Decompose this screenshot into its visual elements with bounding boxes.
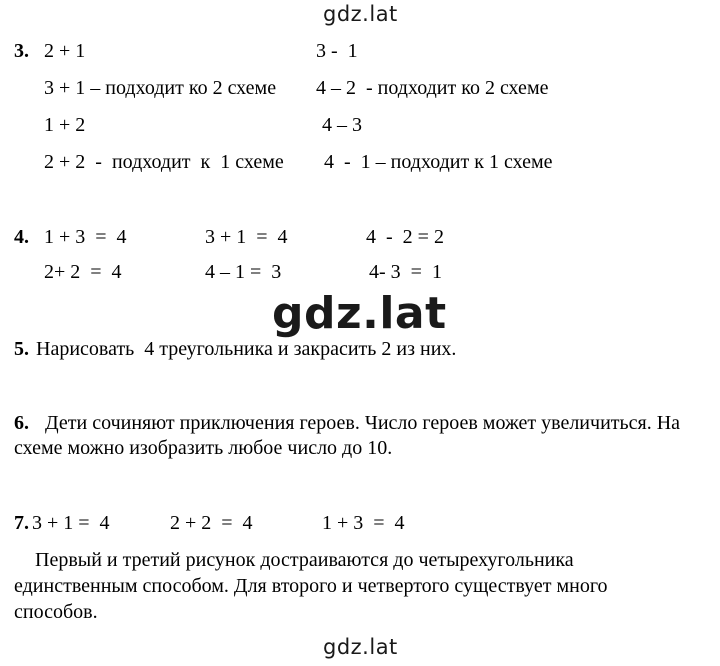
task4-row2-a: 2+ 2 = 4 bbox=[44, 261, 122, 283]
watermark-middle: gdz.lat bbox=[272, 288, 447, 339]
task4-row2-c: 4- 3 = 1 bbox=[369, 261, 442, 283]
task7-paragraph-line1: Первый и третий рисунок достраиваются до четырехугольника bbox=[35, 549, 574, 571]
task6-line2: схеме можно изобразить любое число до 10. bbox=[14, 437, 393, 459]
task7-paragraph-line2: единственным способом. Для второго и четвертого существует много bbox=[14, 575, 608, 597]
task3-row3-left: 1 + 2 bbox=[44, 114, 86, 136]
task3-row2-right: 4 – 2 - подходит ко 2 схеме bbox=[316, 77, 549, 99]
task3-row2-left: 3 + 1 – подходит ко 2 схеме bbox=[44, 77, 277, 99]
task3-row4-left: 2 + 2 - подходит к 1 схеме bbox=[44, 151, 284, 173]
task7-paragraph-line3: способов. bbox=[14, 601, 98, 623]
task3-row1-right: 3 - 1 bbox=[316, 40, 358, 62]
watermark-top: gdz.lat bbox=[323, 2, 398, 26]
watermark-bottom: gdz.lat bbox=[323, 635, 398, 659]
task4-row1-b: 3 + 1 = 4 bbox=[205, 226, 288, 248]
task4-number: 4. bbox=[14, 226, 29, 248]
task5-number: 5. bbox=[14, 338, 29, 360]
task4-row1-c: 4 - 2 = 2 bbox=[366, 226, 444, 248]
task7-number: 7. bbox=[14, 512, 29, 534]
task4-row1-a: 1 + 3 = 4 bbox=[44, 226, 127, 248]
task7-eq3: 1 + 3 = 4 bbox=[322, 512, 405, 534]
task6-number: 6. bbox=[14, 412, 29, 434]
task3-row4-right: 4 - 1 – подходит к 1 схеме bbox=[324, 151, 553, 173]
task3-row1-left: 2 + 1 bbox=[44, 40, 86, 62]
task4-row2-b: 4 – 1 = 3 bbox=[205, 261, 282, 283]
task6-line1: Дети сочиняют приключения героев. Число героев может увеличиться. На bbox=[45, 412, 681, 434]
task7-eq2: 2 + 2 = 4 bbox=[170, 512, 253, 534]
task5-text: Нарисовать 4 треугольника и закрасить 2 из них. bbox=[36, 338, 457, 360]
task3-number: 3. bbox=[14, 40, 29, 62]
task3-row3-right: 4 – 3 bbox=[322, 114, 362, 136]
task7-eq1: 3 + 1 = 4 bbox=[32, 512, 110, 534]
